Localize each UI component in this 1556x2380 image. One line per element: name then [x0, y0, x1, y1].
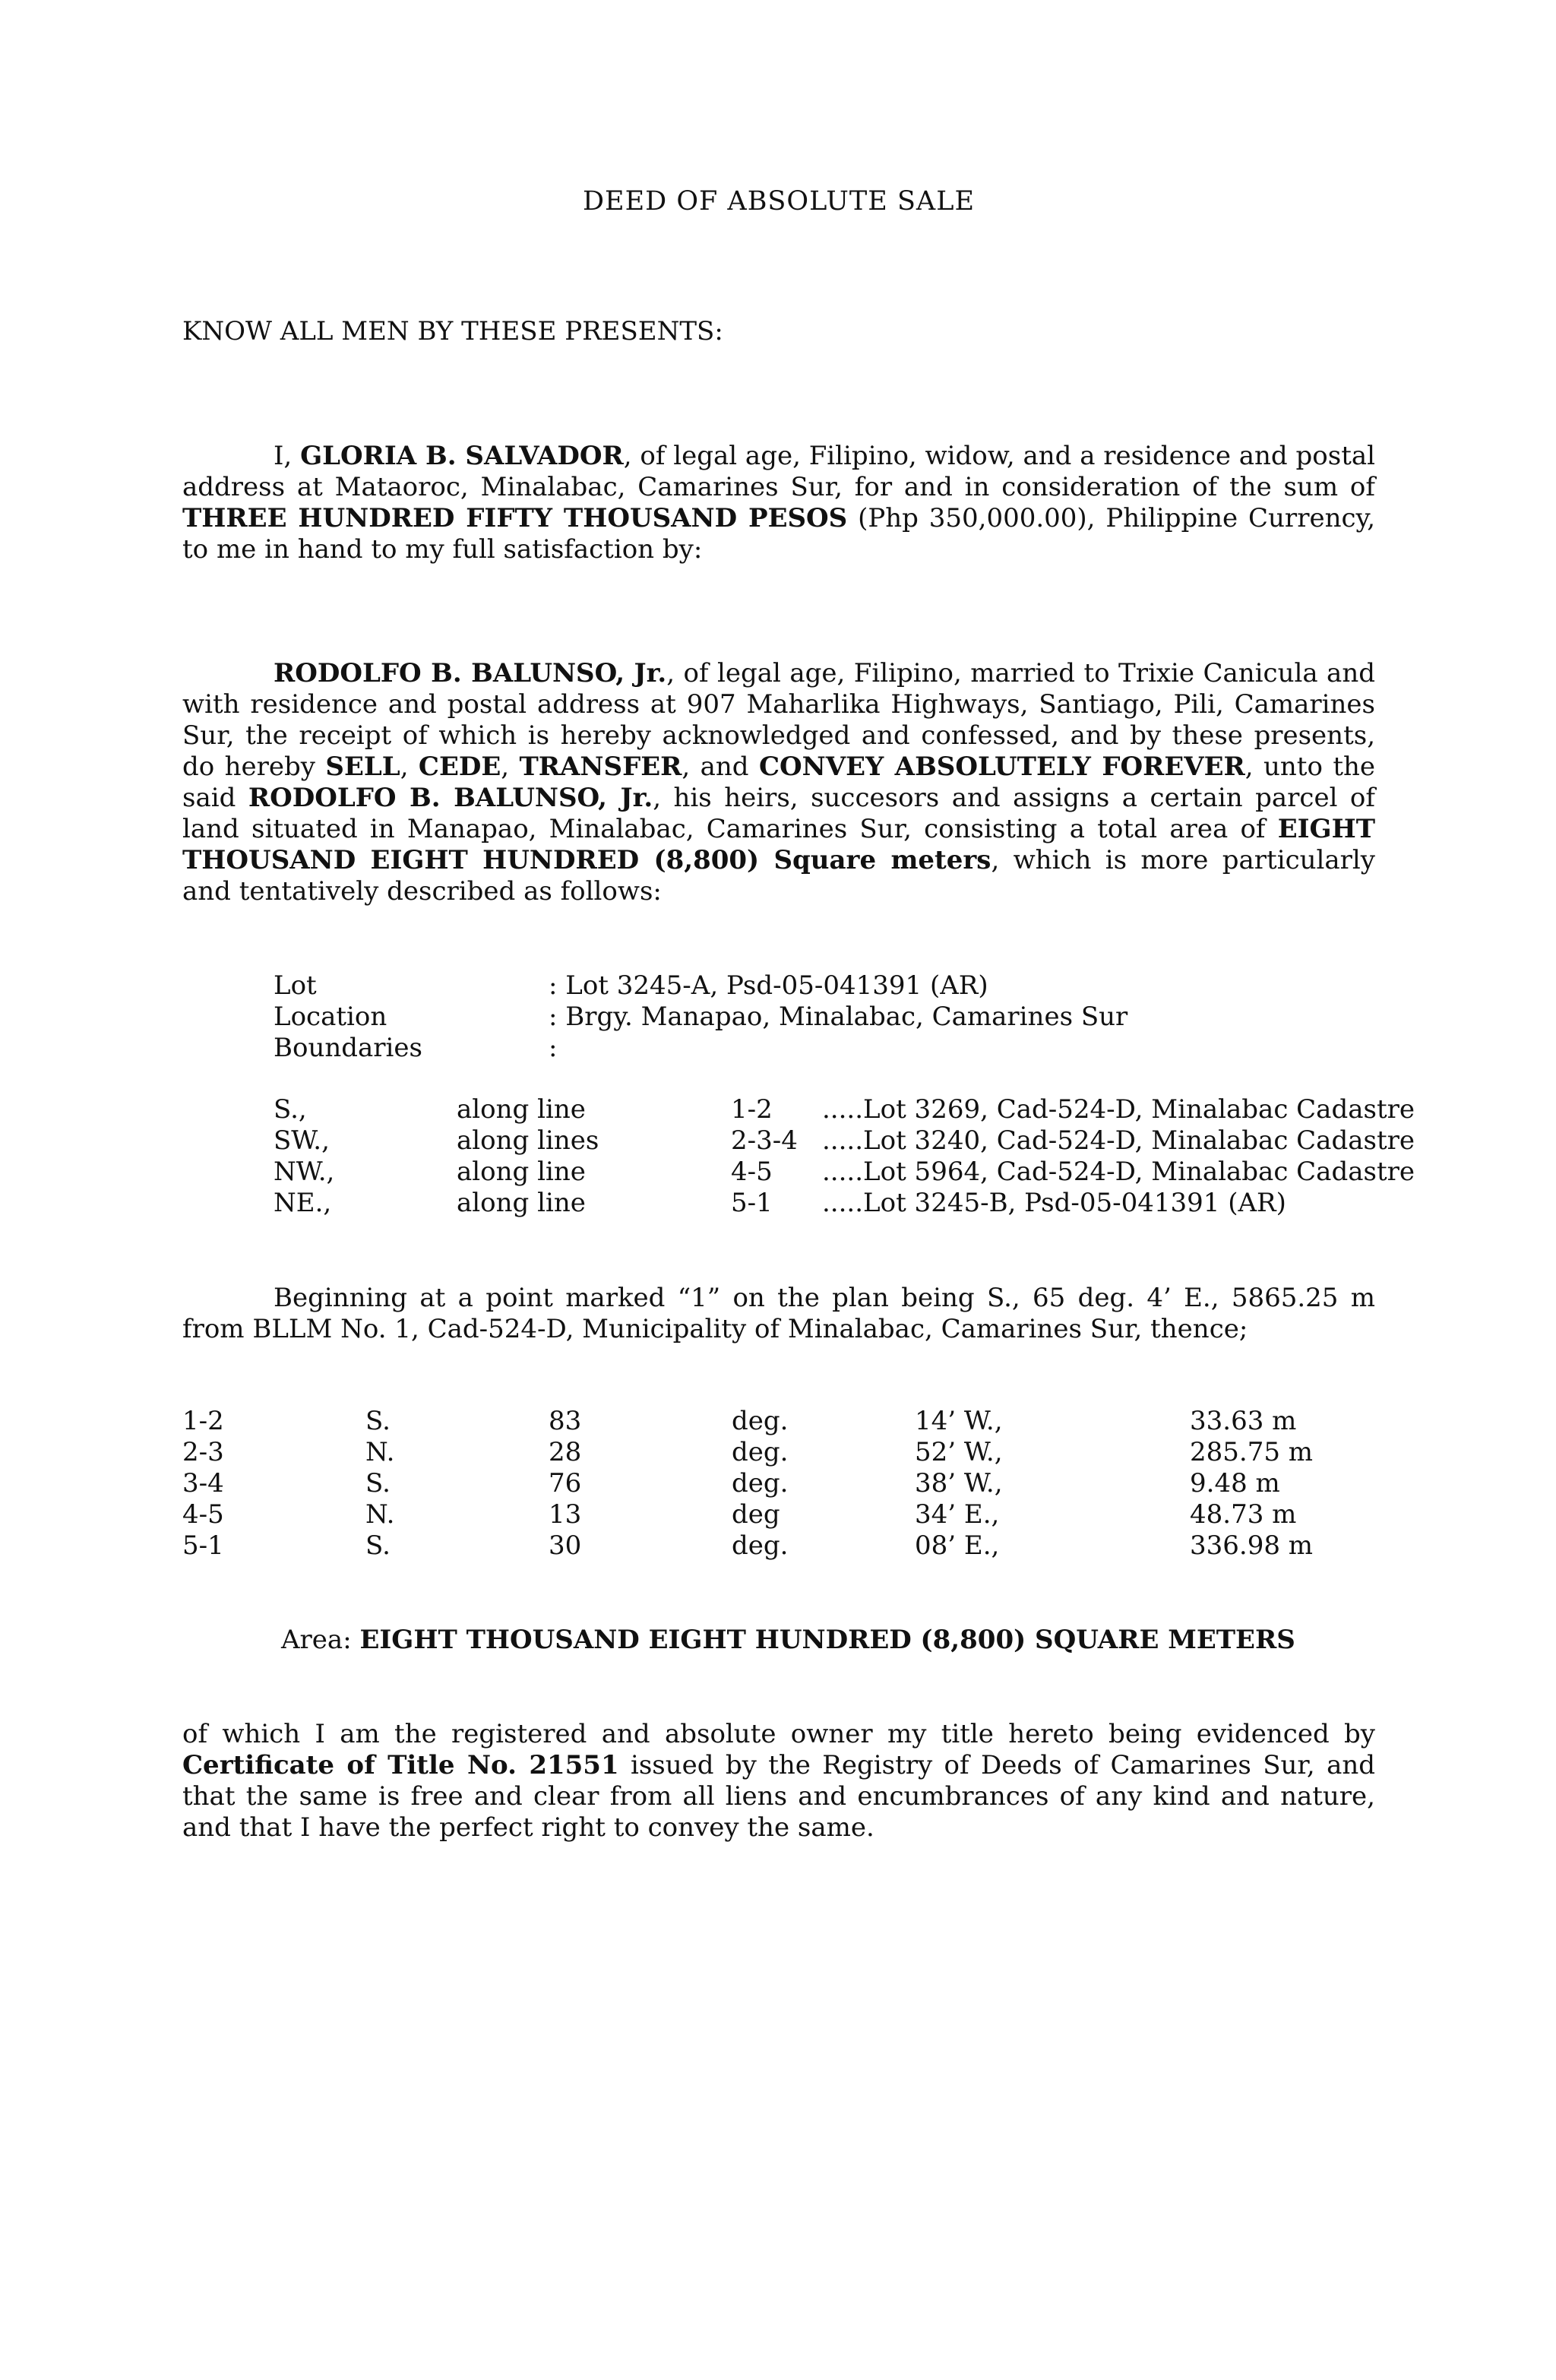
boundary-lot: .....Lot 3240, Cad-524-D, Minalabac Cadastre [822, 1125, 1415, 1156]
course-direction: S. [365, 1530, 391, 1561]
course-direction: S. [365, 1468, 391, 1499]
course-minutes: 08’ E., [915, 1530, 1000, 1561]
course-minutes: 52’ W., [915, 1437, 1003, 1467]
buyer-paragraph [182, 658, 1375, 907]
course-line: 2-3 [182, 1437, 224, 1467]
boundary-line: 4-5 [731, 1157, 773, 1187]
amount-words: THREE HUNDRED FIFTY THOUSAND PESOS [182, 503, 848, 533]
area-value: EIGHT THOUSAND EIGHT HUNDRED (8,800) SQUARE METERS [359, 1625, 1295, 1655]
course-degree-unit: deg. [732, 1530, 789, 1561]
course-line: 3-4 [182, 1468, 224, 1499]
course-direction: N. [365, 1437, 395, 1467]
boundary-along: along lines [457, 1125, 599, 1156]
lot-info-value: : Brgy. Manapao, Minalabac, Camarines Sur [549, 1002, 1128, 1032]
course-distance: 285.75 m [1190, 1437, 1314, 1467]
sell-term: SELL [325, 752, 400, 782]
boundary-direction: NW., [274, 1157, 335, 1187]
seller-paragraph [182, 441, 1375, 565]
text: , unto the said [182, 752, 1376, 813]
boundary-lot: .....Lot 3245-B, Psd-05-041391 (AR) [822, 1188, 1286, 1218]
course-degrees: 28 [549, 1437, 582, 1467]
transfer-term: TRANSFER [519, 752, 682, 782]
text: , [400, 752, 419, 782]
boundary-lot: .....Lot 5964, Cad-524-D, Minalabac Cadastre [822, 1157, 1415, 1187]
course-degree-unit: deg [732, 1499, 780, 1530]
preamble-heading: KNOW ALL MEN BY THESE PRESENTS: [182, 316, 723, 347]
boundary-lot: .....Lot 3269, Cad-524-D, Minalabac Cadastre [822, 1094, 1415, 1125]
cede-term: CEDE [418, 752, 501, 782]
title-number: Certificate of Title No. 21551 [182, 1750, 619, 1780]
boundary-line: 1-2 [731, 1094, 773, 1125]
text: , of legal age, Filipino, married to Trixie Canicula and with residence and postal address at 907 Maharlika Highways, Santiago, Pili, Camarines Sur, the receipt of which is hereby acknowledged and confessed, and by these presents, do hereby [182, 658, 1375, 782]
course-distance: 9.48 m [1190, 1468, 1280, 1499]
boundary-along: along line [457, 1157, 586, 1187]
boundary-direction: SW., [274, 1125, 330, 1156]
text: , which is more particularly and tentatively described as follows: [182, 845, 1375, 907]
course-direction: S. [365, 1406, 391, 1436]
text: (Php 350,000.00), Philippine Currency, to me in hand to my full satisfaction by: [182, 503, 1376, 565]
text: , and [682, 752, 759, 782]
text: , [501, 752, 520, 782]
area-words: EIGHT THOUSAND EIGHT HUNDRED (8,800) Square meters [182, 814, 1375, 875]
boundary-along: along line [457, 1094, 586, 1125]
boundary-line: 2-3-4 [731, 1125, 798, 1156]
lot-info-label: Lot [274, 970, 317, 1001]
boundary-along: along line [457, 1188, 586, 1218]
convey-term: CONVEY ABSOLUTELY FOREVER [758, 752, 1245, 782]
course-minutes: 38’ W., [915, 1468, 1003, 1499]
boundary-direction: S., [274, 1094, 307, 1125]
lot-info-label: Location [274, 1002, 387, 1032]
lot-info-value: : Lot 3245-A, Psd-05-041391 (AR) [549, 970, 988, 1001]
course-line: 5-1 [182, 1530, 224, 1561]
course-direction: N. [365, 1499, 395, 1530]
course-degree-unit: deg. [732, 1437, 789, 1467]
buyer-name-repeat: RODOLFO B. BALUNSO, Jr. [248, 783, 653, 813]
text: I, [274, 441, 301, 471]
course-degree-unit: deg. [732, 1468, 789, 1499]
course-degrees: 30 [549, 1530, 582, 1561]
course-degrees: 13 [549, 1499, 582, 1530]
buyer-name: RODOLFO B. BALUNSO, Jr. [274, 658, 667, 688]
course-minutes: 14’ W., [915, 1406, 1003, 1436]
beginning-point-paragraph: Beginning at a point marked “1” on the plan being S., 65 deg. 4’ E., 5865.25 m from BLLM No. 1, Cad-524-D, Municipality of Minalabac, Camarines Sur, thence; [182, 1283, 1375, 1344]
course-degree-unit: deg. [732, 1406, 789, 1436]
course-distance: 48.73 m [1190, 1499, 1297, 1530]
area-statement [281, 1625, 1295, 1656]
seller-name: GLORIA B. SALVADOR [300, 441, 624, 471]
course-minutes: 34’ E., [915, 1499, 1000, 1530]
course-degrees: 76 [549, 1468, 582, 1499]
course-degrees: 83 [549, 1406, 582, 1436]
course-distance: 336.98 m [1190, 1530, 1314, 1561]
area-label: Area: [281, 1625, 360, 1655]
text: , of legal age, Filipino, widow, and a residence and postal address at Mataoroc, Minalabac, Camarines Sur, for and in consideration of the sum of [182, 441, 1376, 502]
boundary-line: 5-1 [731, 1188, 773, 1218]
course-line: 1-2 [182, 1406, 224, 1436]
course-line: 4-5 [182, 1499, 224, 1530]
lot-info-value: : [549, 1033, 558, 1063]
ownership-paragraph [182, 1719, 1375, 1844]
lot-info-label: Boundaries [274, 1033, 422, 1063]
text: issued by the Registry of Deeds of Camarines Sur, and that the same is free and clear from all liens and encumbrances of any kind and nature, and that I have the perfect right to convey the same. [182, 1750, 1376, 1843]
text: of which I am the registered and absolute owner my title hereto being evidenced by [182, 1719, 1375, 1749]
document-title: DEED OF ABSOLUTE SALE [582, 186, 975, 217]
boundary-direction: NE., [274, 1188, 332, 1218]
course-distance: 33.63 m [1190, 1406, 1297, 1436]
text: , his heirs, succesors and assigns a certain parcel of land situated in Manapao, Minalabac, Camarines Sur, consisting a total area of [182, 783, 1375, 844]
